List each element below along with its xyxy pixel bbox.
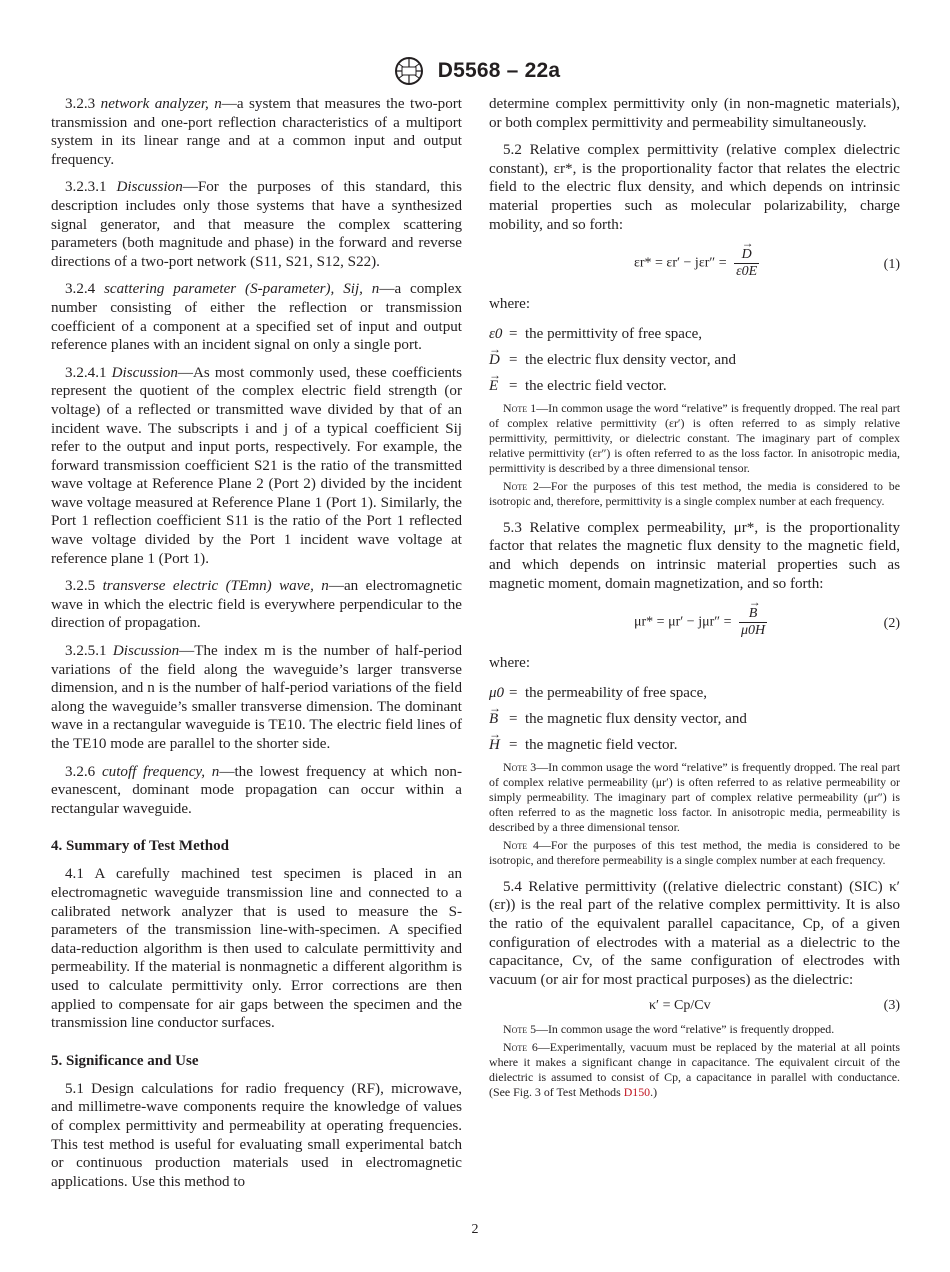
- equation-1-denominator: ε0E: [736, 264, 758, 280]
- paragraph-3-2-3-1: 3.2.3.1 Discussion—For the purposes of this standard, this description includes only those systems that have a synthesized signal generator, and that measure the complex scattering parameters (both magnitude and phase) in the forward and reverse directions of a two-port network (S11, S21, S12, S22).: [51, 179, 463, 270]
- paragraph-3-2-3: 3.2.3 network analyzer, n—a system that measures the two-port transmission and one-port reflection characteristics of a multiport system in its linear range and at a common input and output frequency.: [51, 96, 462, 168]
- right-column: [489, 95, 900, 1103]
- equation-1-lhs: εr* = εr′ − jεr″ =: [634, 255, 727, 271]
- equation-3: [489, 998, 900, 1020]
- equation-2: [489, 602, 900, 646]
- equation-2-denominator: μ0H: [740, 623, 766, 639]
- where-label-1: where:: [489, 296, 531, 313]
- definition-mu0: μ0 = the permeability of free space,: [489, 684, 707, 701]
- note-3: Note 3—In common usage the word “relative” is frequently dropped. The real part of complex relative permeability (μr′) is often referred to as relative permeability or simply permeability. The imaginary part of complex relative permeability (μr″) is often referred to as the magnetic loss factor. In anisotropic media, permeability is described by a three dimensional tensor.: [489, 759, 900, 834]
- note-4: Note 4—For the purposes of this test method, the media is considered to be isotropic, and therefore permeability is a single complex number at each frequency.: [489, 837, 900, 867]
- equation-2-numerator: → B: [749, 606, 758, 622]
- link-d150[interactable]: D150: [623, 1085, 651, 1100]
- page-number: 2: [471, 1222, 479, 1237]
- equation-1-label: (1): [883, 257, 900, 273]
- equation-1-numerator: → D: [742, 247, 752, 263]
- note-6: Note 6—Experimentally, vacuum must be replaced by the material at all points where it makes a significant change in capacitance. The equivalent circuit of the dielectric is assumed to consist of Cp, a capacitance in parallel with conductance. (See Fig. 3 of Test Methods D150.): [489, 1040, 900, 1100]
- paragraph-5-1-continued: determine complex permittivity only (in non-magnetic materials), or both complex permittivity and permeability simultaneously.: [489, 96, 900, 131]
- note-2: Note 2—For the purposes of this test method, the media is considered to be isotropic and, therefore, permittivity is a single complex number at each frequency.: [489, 478, 900, 508]
- paragraph-5-3: 5.3 Relative complex permeability, μr*, is the proportionality factor that relates the magnetic flux density to the magnetic field, and which depends on intrinsic material properties such as magnetic moment, domain magnetization, and so forth:: [489, 519, 900, 592]
- definition-e-vector: → E = the electric field vector.: [489, 375, 900, 397]
- equation-1: [489, 243, 900, 287]
- paragraph-4-1: 4.1 A carefully machined test specimen is placed in an electromagnetic waveguide transmission line and connected to a calibrated network analyzer that is used to measure the S-parameters of the transmission line-with-specimen. A specified data-reduction algorithm is then used to calculate permittivity and permeability. If the material is nonmagnetic a different algorithm is used to calculate permittivity only. Error corrections are then applied to compensate for air gaps between the specimen and the transmission line conductor surfaces.: [51, 866, 462, 1032]
- astm-logo-icon: [390, 56, 428, 86]
- paragraph-3-2-4-1: 3.2.4.1 Discussion—As most commonly used, these coefficients represent the quotient of the complex electric field strength (or voltage) of a reflected or transmitted wave divided by that of an incident wave. The subscripts i and j of a typical coefficient Sij refer to the output and input ports, respectively. For example, the forward transmission coefficient S21 is the ratio of the transmitted wave voltage at Reference Plane 2 (Port 2) divided by the incident wave voltage measured at Reference Plane 1 (Port 1). Similarly, the Port 1 reflection coefficient S11 is the ratio of the Port 1 reflected wave voltage divided by the Port 1 incident wave voltage at reference plane 1 (Port 1).: [51, 364, 462, 567]
- page-header: [0, 56, 950, 86]
- equation-2-lhs: μr* = μr′ − jμr″ =: [634, 614, 732, 630]
- paragraph-3-2-6: 3.2.6 cutoff frequency, n—the lowest frequency at which non-evanescent, dominant mode propagation can occur within a rectangular waveguide.: [51, 763, 463, 817]
- paragraph-3-2-4: 3.2.4 scattering parameter (S-parameter), Sij, n—a complex number consisting of either the reflection or transmission coefficient of a component at a specified set of input and output reference planes with an incident signal on only a single port.: [51, 281, 462, 354]
- left-column: [51, 95, 462, 1200]
- note-5: Note 5—In common usage the word “relative” is frequently dropped.: [503, 1022, 835, 1037]
- paragraph-5-1: 5.1 Design calculations for radio frequency (RF), microwave, and millimetre-wave components require the knowledge of values of complex permittivity and permeability at operating frequencies. This test method is useful for evaluating small experimental batch or continuous production materials used in electromagnetic applications. Use this method to: [51, 1080, 462, 1190]
- equation-3-label: (3): [883, 998, 900, 1014]
- equation-3-body: κ′ = Cp/Cv: [649, 998, 711, 1014]
- note-1: Note 1—In common usage the word “relative” is frequently dropped. The real part of complex relative permittivity (εr′) is often referred to as simply relative permittivity, permittivity, or dielectric constant. The imaginary part of complex relative permittivity (εr″) is often referred to as the loss factor. In anisotropic media, permittivity is described by a three dimensional tensor.: [489, 400, 900, 475]
- definition-epsilon0: ε0 = the permittivity of free space,: [489, 325, 703, 342]
- paragraph-3-2-5-1: 3.2.5.1 Discussion—The index m is the number of half-period variations of the field along the waveguide’s larger transverse dimension, and n is the number of half-period variations of the field along the waveguide’s smaller transverse dimension. The dominant wave in a rectangular waveguide is TE10. The electric field lines of the TE10 mode are parallel to the shorter side.: [51, 643, 462, 752]
- section-heading-4: 4. Summary of Test Method: [51, 838, 229, 855]
- equation-2-fraction: [739, 606, 767, 639]
- paragraph-3-2-5: 3.2.5 transverse electric (TEmn) wave, n—an electromagnetic wave in which the electric field is everywhere perpendicular to the direction of propagation.: [51, 578, 462, 632]
- document-id: D5568 – 22a: [437, 59, 561, 82]
- equation-1-fraction: [734, 247, 759, 280]
- paragraph-5-2: 5.2 Relative complex permittivity (relative complex dielectric constant), εr*, is the proportionality factor that relates the electric field to the electric flux density, and which depends on intrinsic material properties such as molecular polarizability, charge mobility, and so forth:: [489, 142, 900, 233]
- definition-b-vector: → B = the magnetic flux density vector, and: [489, 708, 900, 730]
- definition-h-vector: → H = the magnetic field vector.: [489, 734, 900, 756]
- paragraph-5-4: 5.4 Relative permittivity ((relative dielectric constant) (SIC) κ′(εr)) is the real part of the relative complex permittivity. It is also the ratio of the equivalent parallel capacitance, Cp, of a given configuration of electrodes with a material as a dielectric to the capacitance, Cv, of the same configuration of electrodes with vacuum (or air for most practical purposes) as the dielectric:: [489, 878, 900, 988]
- equation-2-label: (2): [883, 616, 900, 632]
- where-label-2: where:: [489, 655, 531, 672]
- section-heading-5: 5. Significance and Use: [51, 1052, 199, 1069]
- definition-d-vector: → D = the electric flux density vector, and: [489, 349, 900, 371]
